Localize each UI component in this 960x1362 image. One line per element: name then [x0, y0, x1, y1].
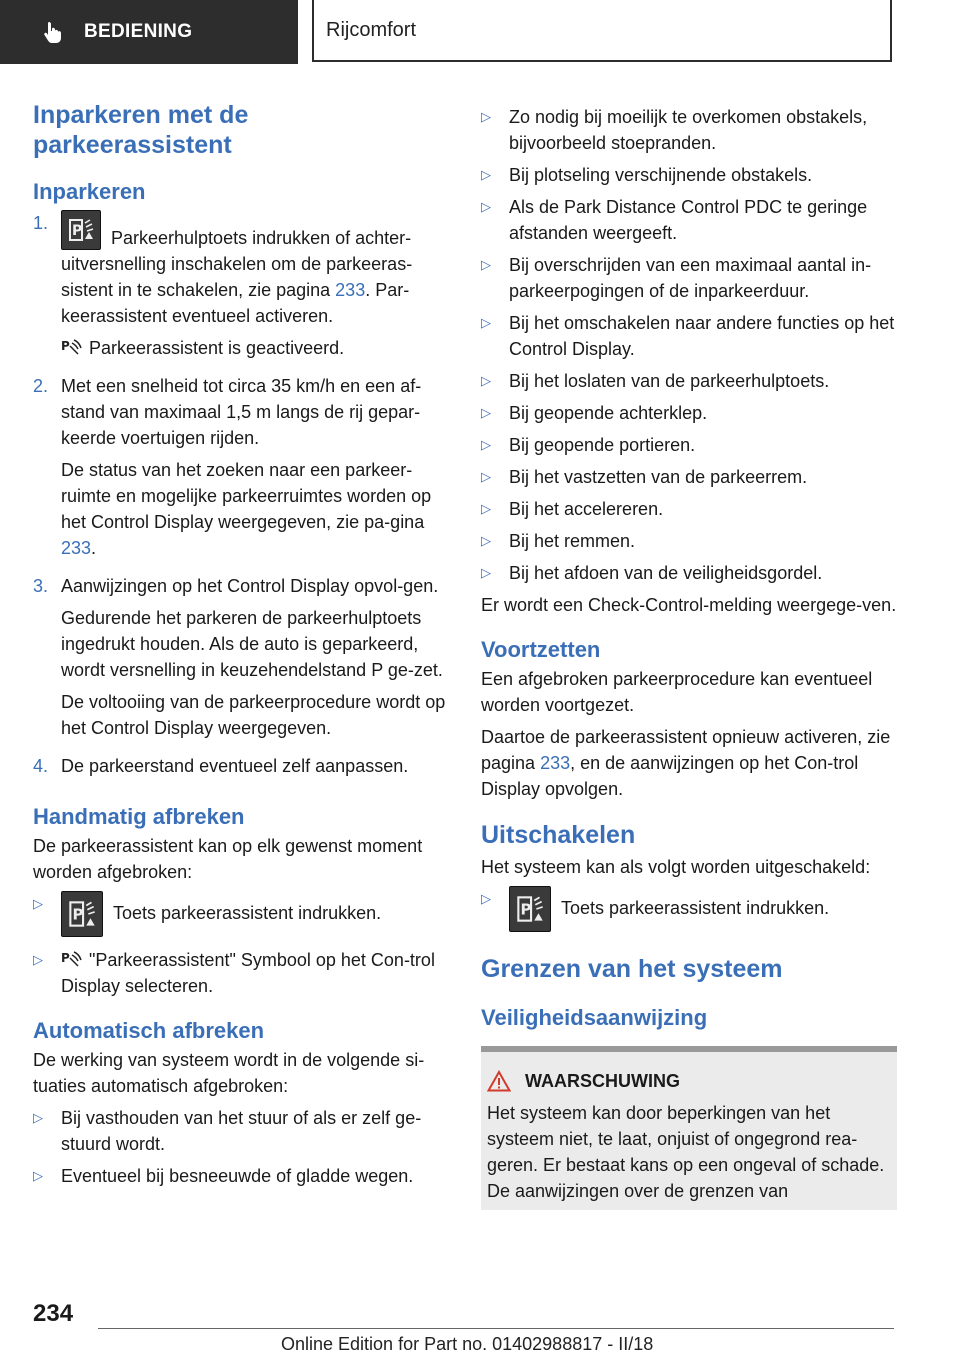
step-extra: Gedurende het parkeren de parkeerhulptoets ingedrukt houden. Als de auto is geparkeerd, wordt versnelling in keuzehendelstand P ge-zet.	[61, 608, 443, 680]
bullet-triangle-icon: ▷	[481, 199, 491, 214]
item-text: Bij het vastzetten van de parkeerrem.	[509, 467, 808, 487]
heading-inparkeren: Inparkeren	[33, 179, 146, 204]
bullet-triangle-icon: ▷	[481, 437, 491, 452]
heading-handmatig: Handmatig afbreken	[33, 804, 245, 829]
item-text: Bij het loslaten van de parkeerhulptoets.	[509, 371, 830, 391]
heading-voortzetten: Voortzetten	[481, 637, 601, 662]
list-item	[481, 400, 897, 426]
bullet-triangle-icon: ▷	[481, 533, 491, 548]
svg-text:P: P	[72, 906, 84, 924]
page-title: Inparkeren met de parkeerassistent	[33, 101, 249, 159]
edition-text: Online Edition for Part no. 01402988817 - II/18	[281, 1334, 654, 1354]
page-link[interactable]: 233	[61, 538, 92, 558]
handmatig-intro: De parkeerassistent kan op elk gewenst moment worden afgebroken:	[33, 836, 423, 882]
bullet-triangle-icon: ▷	[481, 109, 491, 124]
automatisch-intro: De werking van systeem wordt in de volgende si-tuaties automatisch afgebroken:	[33, 1050, 425, 1096]
heading-grenzen: Grenzen van het systeem	[481, 955, 783, 983]
list-item	[481, 528, 897, 554]
item-text: Bij vasthouden van het stuur of als er zelf ge-stuurd wordt.	[61, 1108, 422, 1154]
list-item	[481, 560, 897, 586]
left-column	[33, 100, 451, 1195]
voortzetten-p2: Daartoe de parkeerassistent opnieuw activeren, zie pagina	[481, 727, 891, 773]
bullet-triangle-icon: ▷	[481, 373, 491, 388]
step-text-cont: . Par-keerassistent eventueel activeren.	[61, 280, 410, 326]
park-assist-symbol-icon	[61, 949, 83, 969]
item-text: Bij het afdoen van de veiligheidsgordel.	[509, 563, 823, 583]
after-text: Er wordt een Check-Control-melding weergege-ven.	[481, 595, 897, 615]
list-item	[481, 464, 897, 490]
item-text: Als de Park Distance Control PDC te geringe afstanden weergeeft.	[509, 197, 868, 243]
item-text: Zo nodig bij moeilijk te overkomen obstakels, bijvoorbeeld stoepranden.	[509, 107, 868, 153]
list-item	[481, 432, 897, 458]
svg-text:P: P	[61, 951, 70, 965]
bullet-triangle-icon: ▷	[481, 405, 491, 420]
heading-automatisch: Automatisch afbreken	[33, 1018, 265, 1043]
list-item	[33, 210, 451, 367]
park-assist-symbol-icon	[61, 337, 83, 357]
header-section-tab	[0, 0, 298, 64]
step-text: Met een snelheid tot circa 35 km/h en een af-stand van maximaal 1,5 m langs de rij gepar-keerde voertuigen rijden.	[61, 376, 422, 448]
bullet-triangle-icon: ▷	[481, 891, 491, 906]
page-link[interactable]: 233	[335, 280, 366, 300]
list-item	[481, 368, 897, 394]
list-item	[481, 162, 897, 188]
item-text: Toets parkeerassistent indrukken.	[561, 898, 830, 918]
step-text: Aanwijzingen op het Control Display opvol-gen.	[61, 576, 439, 596]
svg-text:P: P	[72, 223, 83, 239]
list-item	[33, 891, 451, 937]
header-chapter	[312, 0, 892, 62]
page-number: 234	[33, 1300, 74, 1327]
right-column	[481, 104, 897, 1210]
bullet-triangle-icon: ▷	[33, 1168, 43, 1183]
item-text: Bij geopende portieren.	[509, 435, 696, 455]
item-text: Eventueel bij besneeuwde of gladde wegen.	[61, 1166, 414, 1186]
step-number: 1.	[33, 213, 49, 233]
warning-text: Het systeem kan door beperkingen van het systeem niet, te laat, onjuist of ongegrond rea-geren. Er bestaat kans op een ongeval of schade. De aanwijzingen over de grenzen van	[487, 1103, 885, 1201]
uitschakelen-intro: Het systeem kan als volgt worden uitgeschakeld:	[481, 857, 871, 877]
page-link[interactable]: 233	[540, 753, 571, 773]
bullet-triangle-icon: ▷	[481, 469, 491, 484]
item-text: Bij geopende achterklep.	[509, 403, 708, 423]
park-assist-key-icon	[61, 891, 103, 937]
list-item	[481, 104, 897, 156]
step-note: Parkeerassistent is geactiveerd.	[89, 338, 345, 358]
list-item	[481, 886, 897, 932]
list-item	[481, 194, 897, 246]
item-text: Bij plotseling verschijnende obstakels.	[509, 165, 813, 185]
item-text: "Parkeerassistent" Symbool op het Con-trol Display selecteren.	[61, 950, 435, 996]
list-item	[33, 947, 451, 999]
step-text: De parkeerstand eventueel zelf aanpassen.	[61, 756, 409, 776]
chapter-label: Rijcomfort	[326, 18, 417, 41]
step-extra: De status van het zoeken naar een parkeer-ruimte en mogelijke parkeerruimtes worden op het Control Display weergegeven, zie pa-gina	[61, 460, 432, 532]
section-label: BEDIENING	[84, 21, 193, 42]
bullet-triangle-icon: ▷	[33, 896, 43, 911]
svg-text:P: P	[520, 901, 532, 919]
item-text: Bij het omschakelen naar andere functies op het Control Display.	[509, 313, 895, 359]
step-text: Parkeerhulptoets indrukken of achter-uitversnelling inschakelen om de parkeeras-sistent in te schakelen, zie pagina	[61, 228, 413, 300]
list-item	[33, 1105, 451, 1157]
list-item	[481, 310, 897, 362]
svg-text:P: P	[61, 339, 70, 353]
heading-uitschakelen: Uitschakelen	[481, 821, 636, 849]
footer-divider	[98, 1328, 894, 1329]
list-item	[33, 573, 451, 747]
step-number: 3.	[33, 576, 49, 596]
list-item	[33, 753, 451, 785]
item-text: Bij overschrijden van een maximaal aantal in-parkeerpogingen of de inparkeerduur.	[509, 255, 872, 301]
bullet-triangle-icon: ▷	[481, 315, 491, 330]
step-extra: De voltooiing van de parkeerprocedure wordt op het Control Display weergegeven.	[61, 692, 446, 738]
voortzetten-p2-end: , en de aanwijzingen op het Con-trol Display opvolgen.	[481, 753, 859, 799]
item-text: Toets parkeerassistent indrukken.	[113, 903, 382, 923]
voortzetten-p1: Een afgebroken parkeerprocedure kan eventueel worden voortgezet.	[481, 669, 873, 715]
abort-conditions-list	[481, 104, 897, 586]
warning-title: WAARSCHUWING	[525, 1070, 680, 1091]
bullet-triangle-icon: ▷	[481, 167, 491, 182]
hand-pointer-icon	[40, 20, 64, 44]
warning-box	[481, 1046, 897, 1210]
bullet-triangle-icon: ▷	[481, 501, 491, 516]
bullet-triangle-icon: ▷	[33, 1110, 43, 1125]
warning-triangle-icon	[487, 1070, 511, 1092]
step-extra-end: .	[91, 538, 97, 558]
heading-veiligheid: Veiligheidsaanwijzing	[481, 1005, 708, 1030]
item-text: Bij het accelereren.	[509, 499, 664, 519]
item-text: Bij het remmen.	[509, 531, 636, 551]
list-item	[33, 373, 451, 567]
list-item	[481, 252, 897, 304]
park-assist-key-icon	[61, 210, 101, 250]
bullet-triangle-icon: ▷	[33, 952, 43, 967]
bullet-triangle-icon: ▷	[481, 565, 491, 580]
step-number: 2.	[33, 376, 49, 396]
bullet-triangle-icon: ▷	[481, 257, 491, 272]
step-number: 4.	[33, 756, 49, 776]
list-item	[481, 496, 897, 522]
list-item	[33, 1163, 451, 1189]
park-assist-key-icon	[509, 886, 551, 932]
